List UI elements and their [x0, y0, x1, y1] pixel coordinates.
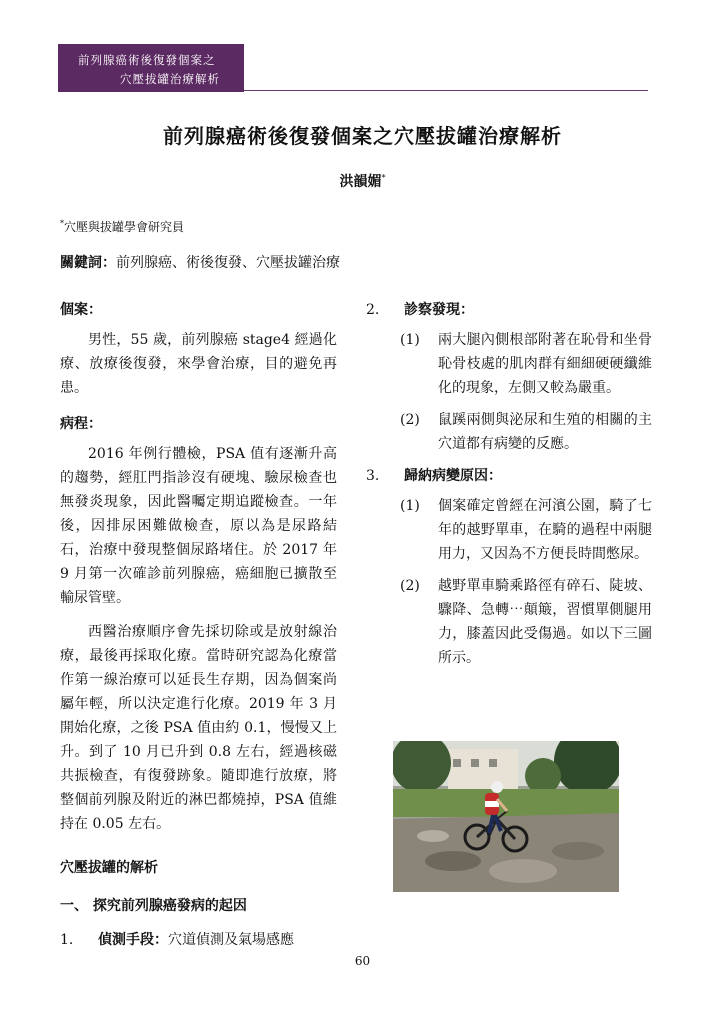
running-header [58, 44, 244, 92]
item-2-sub-1-text: 兩大腿內側根部附著在恥骨和坐骨恥骨枝處的肌肉群有細細硬硬纖維化的現象，左側又較為嚴重。 [438, 332, 652, 396]
keywords-label: 關鍵詞： [60, 255, 116, 271]
author [0, 171, 725, 191]
item-1-label: 偵測手段： [98, 932, 168, 948]
history-paragraph-1: 2016 年例行體檢，PSA 值有逐漸升高的趨勢，經肛門指診沒有硬塊、驗尿檢查也無發炎現象，因此醫囑定期追蹤檢查。一年後，因排尿困難做檢查，原以為是尿路結石，治療中發現整個尿路堵住。於 2017 年 9 月第一次確診前列腺癌，癌細胞已擴散至輸尿管壁。 [60, 446, 337, 606]
item-2-sub-2 [400, 408, 652, 456]
item-3-sub-1-text: 個案確定曾經在河濱公園，騎了七年的越野單車，在騎的過程中兩腿用力，又因為不方便長時間憋尿。 [438, 498, 652, 562]
keywords [60, 252, 340, 272]
item-2-sub-1-number: (1) [400, 332, 420, 348]
history-paragraph-2: 西醫治療順序會先採切除或是放射線治療，最後再採取化療。當時研究認為化療當作第一線治療可以延長生存期，因為個案尚屬年輕，所以決定進行化療。2019 年 3 月開始化療，之後 PSA 值由約 0.1，慢慢又上升。到了 10 月已升到 0.8 左右，經過核磁共振檢查，有復發跡象。隨即進行放療，將整個前列腺及附近的淋巴都燒掉，PSA 值維持在 0.05 左右。 [60, 624, 337, 832]
item-2 [366, 298, 652, 322]
item-3-sub-2-number: (2) [400, 578, 420, 594]
case-text: 男性，55 歲，前列腺癌 stage4 經過化療、放療後復發，來學會治療，目的避免再患。 [60, 332, 337, 396]
item-1 [60, 928, 337, 952]
running-header-line2: 穴壓拔罐治療解析 [120, 72, 220, 86]
running-header-line1: 前列腺癌術後復發個案之 [78, 53, 216, 67]
item-1-number: 1. [60, 932, 74, 948]
page-number: 60 [354, 954, 371, 968]
author-mark: * [381, 173, 386, 183]
item-2-sub-2-text: 鼠蹊兩側與泌尿和生殖的相關的主穴道都有病變的反應。 [438, 412, 652, 452]
affiliation-text: 穴壓與拔罐學會研究員 [64, 220, 185, 234]
affiliation-mark: * [60, 219, 64, 228]
analysis-heading: 穴壓拔罐的解析 [60, 860, 158, 876]
right-column [366, 298, 652, 670]
header-rule [244, 90, 648, 91]
article-title: 前列腺癌術後復發個案之穴壓拔罐治療解析 [163, 124, 562, 148]
item-2-sub-2-number: (2) [400, 412, 420, 428]
item-3-number: 3. [366, 468, 380, 484]
mountain-biker-photo [393, 741, 619, 892]
item-3-label: 歸納病變原因： [404, 468, 502, 484]
case-heading: 個案： [60, 302, 102, 318]
item-3-sub-2-text: 越野單車騎乘路徑有碎石、陡坡、驟降、急轉⋯顛簸，習慣單側腿用力，膝蓋因此受傷過。如以下三圖所示。 [438, 578, 652, 666]
item-1-text: 穴道偵測及氣場感應 [168, 932, 294, 948]
item-2-sub-1 [400, 328, 652, 400]
keywords-text: 前列腺癌、術後復發、穴壓拔罐治療 [116, 255, 340, 271]
section1-heading: 一、 探究前列腺癌發病的起因 [60, 898, 247, 914]
item-2-number: 2. [366, 302, 380, 318]
history-heading: 病程： [60, 416, 102, 432]
left-column [60, 298, 337, 952]
author-name: 洪韻媚 [339, 174, 382, 190]
item-3-sub-1 [400, 494, 652, 566]
item-2-label: 診察發現： [404, 302, 474, 318]
item-3 [366, 464, 652, 488]
item-3-sub-1-number: (1) [400, 498, 420, 514]
item-3-sub-2 [400, 574, 652, 670]
affiliation [60, 218, 184, 235]
